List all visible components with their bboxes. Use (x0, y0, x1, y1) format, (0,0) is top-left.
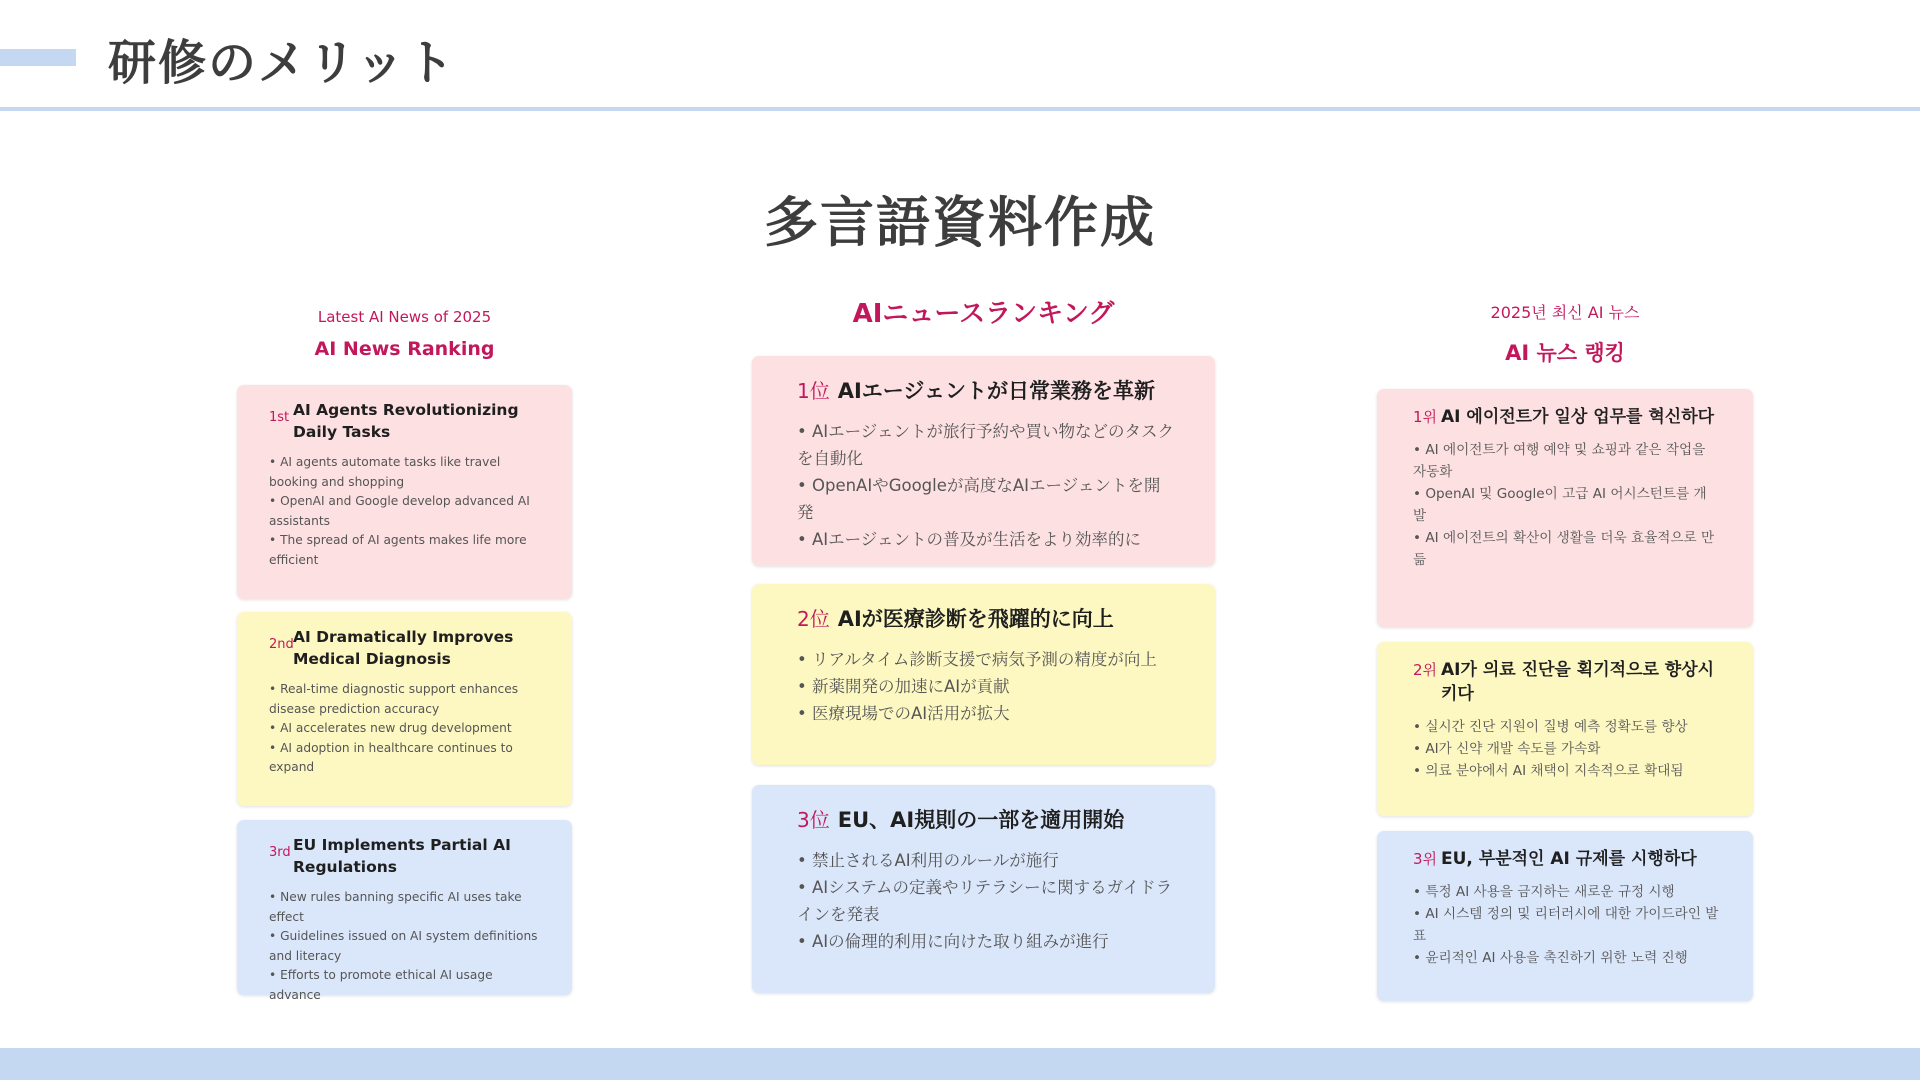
card-rank: 1st (269, 410, 290, 425)
card-rank: 2위 (1413, 661, 1438, 679)
bullet-item: • AIエージェントが旅行予約や買い物などのタスクを自動化 (797, 418, 1175, 472)
japanese-card-2 (752, 584, 1215, 765)
bullet-item: • AI 시스템 정의 및 리터러시에 대한 가이드라인 발표 (1413, 903, 1719, 947)
card-rank: 2位 (797, 607, 830, 631)
japanese-title: AIニュースランキング (852, 299, 1115, 329)
bullet-item: • 특정 AI 사용을 금지하는 새로운 규정 시행 (1413, 881, 1719, 903)
bullet-item: • 新薬開発の加速にAIが貢献 (797, 673, 1175, 700)
section-title: 多言語資料作成 (764, 191, 1156, 254)
card-rank: 3위 (1413, 850, 1438, 868)
bullet-item: • AIシステムの定義やリテラシーに関するガイドラインを発表 (797, 874, 1175, 928)
card-title: AIが医療診断を飛躍的に向上 (837, 607, 1114, 631)
card-bullets (269, 888, 544, 1005)
bullet-item: • AIエージェントの普及が生活をより効率的に (797, 526, 1175, 553)
bullet-item: • AI accelerates new drug development (269, 719, 544, 739)
card-rank: 1位 (797, 379, 830, 403)
english-subtitle: Latest AI News of 2025 (317, 308, 492, 326)
bullet-item: • 윤리적인 AI 사용을 촉진하기 위한 노력 진행 (1413, 947, 1719, 969)
card-bullets (797, 847, 1175, 955)
card-bullets (1413, 716, 1719, 782)
card-title: EU、AI規則の一部を適用開始 (837, 808, 1125, 832)
japanese-card-3 (752, 785, 1215, 993)
card-title: EU Implements Partial AI Regulations (293, 836, 511, 876)
card-bullets (269, 680, 544, 778)
bullet-item: • OpenAIやGoogleが高度なAIエージェントを開発 (797, 472, 1175, 526)
header-accent-bar (0, 49, 76, 66)
bullet-item: • 禁止されるAI利用のルールが施行 (797, 847, 1175, 874)
bullet-item: • AIの倫理的利用に向けた取り組みが進行 (797, 928, 1175, 955)
bullet-item: • The spread of AI agents makes life more efficient (269, 531, 544, 570)
bullet-item: • 실시간 진단 지원이 질병 예측 정확도를 향상 (1413, 716, 1719, 738)
card-rank: 1위 (1413, 408, 1438, 426)
bullet-item: • AI agents automate tasks like travel booking and shopping (269, 453, 544, 492)
japanese-card-1 (752, 356, 1215, 566)
korean-subtitle: 2025년 최신 AI 뉴스 (1490, 303, 1640, 322)
card-bullets (269, 453, 544, 570)
bullet-item: • AI 에이전트의 확산이 생활을 더욱 효율적으로 만듦 (1413, 527, 1719, 571)
card-rank: 3rd (269, 845, 291, 860)
bullet-item: • 医療現場でのAI活用が拡大 (797, 700, 1175, 727)
korean-card-3 (1377, 831, 1753, 1001)
card-rank: 2nd (269, 637, 294, 652)
card-title: AI 에이전트가 일상 업무를 혁신하다 (1441, 407, 1715, 427)
korean-title: AI 뉴스 랭킹 (1505, 341, 1625, 365)
english-column (237, 240, 572, 1002)
bullet-item: • Guidelines issued on AI system definitions and literacy (269, 927, 544, 966)
bullet-item: • Real-time diagnostic support enhances disease prediction accuracy (269, 680, 544, 719)
footer-bar (0, 1048, 1920, 1080)
bullet-item: • OpenAI and Google develop advanced AI assistants (269, 492, 544, 531)
korean-card-1 (1377, 389, 1753, 627)
korean-column (1377, 234, 1753, 966)
bullet-item: • AI adoption in healthcare continues to expand (269, 739, 544, 778)
card-bullets (1413, 881, 1719, 969)
english-card-3 (237, 820, 572, 1002)
card-bullets (797, 646, 1175, 727)
english-title: AI News Ranking (314, 338, 495, 360)
card-title: EU, 부분적인 AI 규제를 시행하다 (1441, 849, 1697, 869)
bullet-item: • OpenAI 및 Google이 고급 AI 어시스턴트를 개발 (1413, 483, 1719, 527)
card-bullets (797, 418, 1175, 553)
card-title: AI Dramatically Improves Medical Diagnosis (293, 628, 514, 668)
bullet-item: • AI 에이전트가 여행 예약 및 쇼핑과 같은 작업을 자동화 (1413, 439, 1719, 483)
bullet-item: • 의료 분야에서 AI 채택이 지속적으로 확대됨 (1413, 760, 1719, 782)
korean-card-2 (1377, 642, 1753, 816)
header-divider (0, 107, 1920, 111)
page-title: 研修のメリット (108, 35, 457, 91)
card-rank: 3位 (797, 808, 830, 832)
card-title: AI가 의료 진단을 획기적으로 향상시키다 (1441, 660, 1715, 704)
bullet-item: • Efforts to promote ethical AI usage advance (269, 966, 544, 1005)
english-card-2 (237, 612, 572, 806)
card-title: AI Agents Revolutionizing Daily Tasks (293, 401, 519, 441)
english-card-1 (237, 385, 572, 599)
card-title: AIエージェントが日常業務を革新 (837, 379, 1155, 403)
japanese-column (752, 230, 1215, 951)
card-bullets (1413, 439, 1719, 571)
bullet-item: • AI가 신약 개발 속도를 가속화 (1413, 738, 1719, 760)
bullet-item: • リアルタイム診断支援で病気予測の精度が向上 (797, 646, 1175, 673)
bullet-item: • New rules banning specific AI uses take effect (269, 888, 544, 927)
